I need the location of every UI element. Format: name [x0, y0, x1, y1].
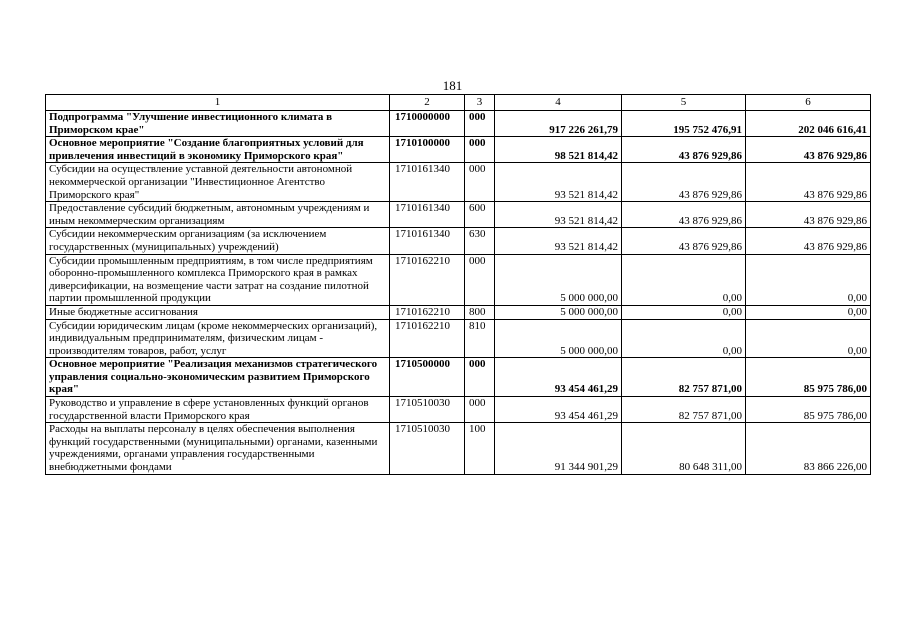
- row-value-3: 0,00: [746, 319, 871, 358]
- row-expense-type: 600: [465, 202, 495, 228]
- row-value-3: 202 046 616,41: [746, 111, 871, 137]
- row-expense-type: 810: [465, 319, 495, 358]
- column-header: 3: [465, 95, 495, 111]
- row-value-1: 5 000 000,00: [495, 254, 622, 305]
- row-code: 1710510030: [390, 397, 465, 423]
- column-header: 5: [622, 95, 746, 111]
- row-value-1: 5 000 000,00: [495, 305, 622, 319]
- row-code: 1710500000: [390, 358, 465, 397]
- row-name: Субсидии промышленным предприятиям, в том числе предприятиям оборонно-промышленного комплекса Приморского края в рамках диверсификации, на возмещение части затрат на создание пилотной партии промышленной продукции: [46, 254, 390, 305]
- row-value-1: 93 454 461,29: [495, 358, 622, 397]
- column-header: 1: [46, 95, 390, 111]
- row-code: 1710100000: [390, 137, 465, 163]
- row-value-1: 93 454 461,29: [495, 397, 622, 423]
- row-value-2: 43 876 929,86: [622, 228, 746, 254]
- row-code: 1710510030: [390, 423, 465, 474]
- row-expense-type: 100: [465, 423, 495, 474]
- row-value-3: 43 876 929,86: [746, 163, 871, 202]
- row-value-1: 917 226 261,79: [495, 111, 622, 137]
- table-row: [46, 358, 871, 397]
- table-row: [46, 305, 871, 319]
- row-value-3: 85 975 786,00: [746, 397, 871, 423]
- row-expense-type: 630: [465, 228, 495, 254]
- row-name: Основное мероприятие "Реализация механизмов стратегического управления социально-экономическим развитием Приморского края": [46, 358, 390, 397]
- row-name: Руководство и управление в сфере установленных функций органов государственной власти Приморского края: [46, 397, 390, 423]
- row-code: 1710162210: [390, 254, 465, 305]
- row-value-3: 43 876 929,86: [746, 202, 871, 228]
- row-value-1: 5 000 000,00: [495, 319, 622, 358]
- row-value-1: 91 344 901,29: [495, 423, 622, 474]
- table-row: [46, 254, 871, 305]
- row-code: 1710162210: [390, 305, 465, 319]
- page-number: 181: [442, 78, 463, 93]
- row-value-2: 43 876 929,86: [622, 137, 746, 163]
- row-value-3: 0,00: [746, 254, 871, 305]
- row-value-2: 82 757 871,00: [622, 358, 746, 397]
- row-value-1: 98 521 814,42: [495, 137, 622, 163]
- row-name: Субсидии юридическим лицам (кроме некоммерческих организаций), индивидуальным предпринимателям, физическим лицам - производителям товаров, работ, услуг: [46, 319, 390, 358]
- row-value-2: 43 876 929,86: [622, 202, 746, 228]
- row-value-3: 85 975 786,00: [746, 358, 871, 397]
- row-expense-type: 000: [465, 111, 495, 137]
- table-row: [46, 423, 871, 474]
- row-name: Субсидии некоммерческим организациям (за исключением государственных (муниципальных) учреждений): [46, 228, 390, 254]
- row-name: Предоставление субсидий бюджетным, автономным учреждениям и иным некоммерческим организациям: [46, 202, 390, 228]
- row-value-3: 83 866 226,00: [746, 423, 871, 474]
- row-name: Основное мероприятие "Создание благоприятных условий для привлечения инвестиций в экономику Приморского края": [46, 137, 390, 163]
- budget-table: [45, 94, 871, 475]
- row-code: 1710161340: [390, 202, 465, 228]
- row-code: 1710000000: [390, 111, 465, 137]
- row-name: Подпрограмма "Улучшение инвестиционного климата в Приморском крае": [46, 111, 390, 137]
- table-row: [46, 111, 871, 137]
- row-expense-type: 000: [465, 137, 495, 163]
- table-row: [46, 163, 871, 202]
- row-value-2: 0,00: [622, 254, 746, 305]
- row-expense-type: 000: [465, 358, 495, 397]
- row-expense-type: 000: [465, 254, 495, 305]
- row-value-3: 43 876 929,86: [746, 228, 871, 254]
- row-name: Иные бюджетные ассигнования: [46, 305, 390, 319]
- table-row: [46, 202, 871, 228]
- row-value-1: 93 521 814,42: [495, 163, 622, 202]
- row-value-2: 43 876 929,86: [622, 163, 746, 202]
- row-expense-type: 000: [465, 163, 495, 202]
- row-code: 1710162210: [390, 319, 465, 358]
- table-row: [46, 319, 871, 358]
- table-row: [46, 228, 871, 254]
- row-code: 1710161340: [390, 163, 465, 202]
- column-number-row: [46, 95, 871, 111]
- row-value-1: 93 521 814,42: [495, 228, 622, 254]
- row-value-2: 195 752 476,91: [622, 111, 746, 137]
- row-value-3: 0,00: [746, 305, 871, 319]
- row-expense-type: 000: [465, 397, 495, 423]
- table-row: [46, 137, 871, 163]
- column-header: 2: [390, 95, 465, 111]
- row-name: Расходы на выплаты персоналу в целях обеспечения выполнения функций государственными (муниципальными) органами, казенными учреждениями, органами управления государственными внебюджетными фондами: [46, 423, 390, 474]
- row-value-3: 43 876 929,86: [746, 137, 871, 163]
- row-value-1: 93 521 814,42: [495, 202, 622, 228]
- row-value-2: 80 648 311,00: [622, 423, 746, 474]
- column-header: 6: [746, 95, 871, 111]
- row-value-2: 82 757 871,00: [622, 397, 746, 423]
- row-code: 1710161340: [390, 228, 465, 254]
- row-value-2: 0,00: [622, 319, 746, 358]
- row-value-2: 0,00: [622, 305, 746, 319]
- table-row: [46, 397, 871, 423]
- row-name: Субсидии на осуществление уставной деятельности автономной некоммерческой организации "Инвестиционное Агентство Приморского края": [46, 163, 390, 202]
- row-expense-type: 800: [465, 305, 495, 319]
- column-header: 4: [495, 95, 622, 111]
